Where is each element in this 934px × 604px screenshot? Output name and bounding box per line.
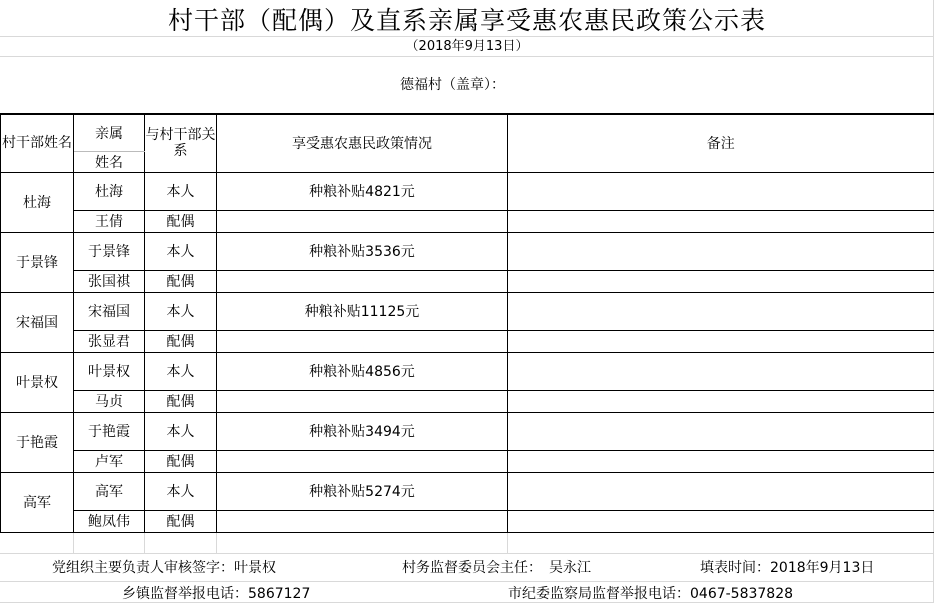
- relative-name-cell: 宋福国: [74, 292, 145, 330]
- policy-cell: [217, 450, 508, 472]
- remark-cell: [508, 210, 934, 232]
- remark-cell: [508, 352, 934, 390]
- gridline: [0, 56, 934, 57]
- party-leader-signature: 党组织主要负责人审核签字：叶景权: [52, 558, 276, 578]
- relation-cell: 本人: [145, 352, 217, 390]
- relative-name-cell: 叶景权: [74, 352, 145, 390]
- relation-cell: 配偶: [145, 210, 217, 232]
- relative-name-cell: 高军: [74, 472, 145, 510]
- header-relation: 与村干部关系: [145, 114, 217, 172]
- table-row: [1, 270, 934, 292]
- table-row: [1, 450, 934, 472]
- gridline: [144, 533, 145, 553]
- cadre-name-cell: 高军: [1, 472, 74, 532]
- relative-name-cell: 马贞: [74, 390, 145, 412]
- policy-cell: 种粮补贴4856元: [217, 352, 508, 390]
- policy-cell: [217, 210, 508, 232]
- village-seal-label: 德福村（盖章）：: [400, 76, 505, 94]
- town-hotline: 乡镇监督举报电话：5867127: [122, 584, 310, 604]
- cadre-name-cell: 宋福国: [1, 292, 74, 352]
- gridline: [507, 533, 508, 553]
- remark-cell: [508, 232, 934, 270]
- header-relative-name: 姓名: [74, 151, 145, 172]
- report-date: （2018年9月13日）: [0, 38, 934, 56]
- remark-cell: [508, 330, 934, 352]
- table-row: [1, 292, 934, 330]
- relation-cell: 本人: [145, 412, 217, 450]
- table-row: [1, 510, 934, 532]
- policy-cell: 种粮补贴3536元: [217, 232, 508, 270]
- table-row: [1, 412, 934, 450]
- gridline: [0, 581, 934, 582]
- table-row: [1, 210, 934, 232]
- policy-cell: [217, 330, 508, 352]
- relation-cell: 本人: [145, 472, 217, 510]
- relation-cell: 本人: [145, 292, 217, 330]
- relation-cell: 配偶: [145, 450, 217, 472]
- relation-cell: 配偶: [145, 510, 217, 532]
- relative-name-cell: 杜海: [74, 172, 145, 210]
- policy-cell: 种粮补贴5274元: [217, 472, 508, 510]
- cadre-name-cell: 于艳霞: [1, 412, 74, 472]
- relative-name-cell: 鲍凤伟: [74, 510, 145, 532]
- policy-cell: 种粮补贴4821元: [217, 172, 508, 210]
- relation-cell: 本人: [145, 172, 217, 210]
- gridline: [216, 533, 217, 553]
- disclosure-table: [0, 113, 934, 533]
- policy-cell: [217, 270, 508, 292]
- cadre-name-cell: 叶景权: [1, 352, 74, 412]
- remark-cell: [508, 412, 934, 450]
- fill-time: 填表时间：2018年9月13日: [700, 558, 874, 578]
- gridline: [73, 533, 74, 553]
- relation-cell: 本人: [145, 232, 217, 270]
- relative-name-cell: 王倩: [74, 210, 145, 232]
- relative-name-cell: 张显君: [74, 330, 145, 352]
- header-cadre-name: 村干部姓名: [1, 114, 74, 172]
- relation-cell: 配偶: [145, 330, 217, 352]
- remark-cell: [508, 270, 934, 292]
- remark-cell: [508, 450, 934, 472]
- table-row: [1, 390, 934, 412]
- relative-name-cell: 于景锋: [74, 232, 145, 270]
- cadre-name-cell: 杜海: [1, 172, 74, 232]
- remark-cell: [508, 472, 934, 510]
- table-row: [1, 330, 934, 352]
- relative-name-cell: 于艳霞: [74, 412, 145, 450]
- header-policy: 享受惠农惠民政策情况: [217, 114, 508, 172]
- policy-cell: [217, 390, 508, 412]
- remark-cell: [508, 172, 934, 210]
- city-hotline: 市纪委监察局监督举报电话：0467-5837828: [508, 584, 793, 604]
- supervision-chair: 村务监督委员会主任： 吴永江: [402, 558, 591, 578]
- relative-name-cell: 卢军: [74, 450, 145, 472]
- table-row: [1, 232, 934, 270]
- gridline: [0, 553, 934, 554]
- cadre-name-cell: 于景锋: [1, 232, 74, 292]
- table-row: [1, 172, 934, 210]
- policy-cell: [217, 510, 508, 532]
- table-row: [1, 352, 934, 390]
- page-title: 村干部（配偶）及直系亲属享受惠农惠民政策公示表: [0, 4, 934, 38]
- policy-cell: 种粮补贴11125元: [217, 292, 508, 330]
- header-relative: 亲属: [74, 114, 145, 151]
- policy-cell: 种粮补贴3494元: [217, 412, 508, 450]
- header-remark: 备注: [508, 114, 934, 172]
- remark-cell: [508, 292, 934, 330]
- remark-cell: [508, 390, 934, 412]
- table-row: [1, 472, 934, 510]
- remark-cell: [508, 510, 934, 532]
- relative-name-cell: 张国祺: [74, 270, 145, 292]
- relation-cell: 配偶: [145, 390, 217, 412]
- relation-cell: 配偶: [145, 270, 217, 292]
